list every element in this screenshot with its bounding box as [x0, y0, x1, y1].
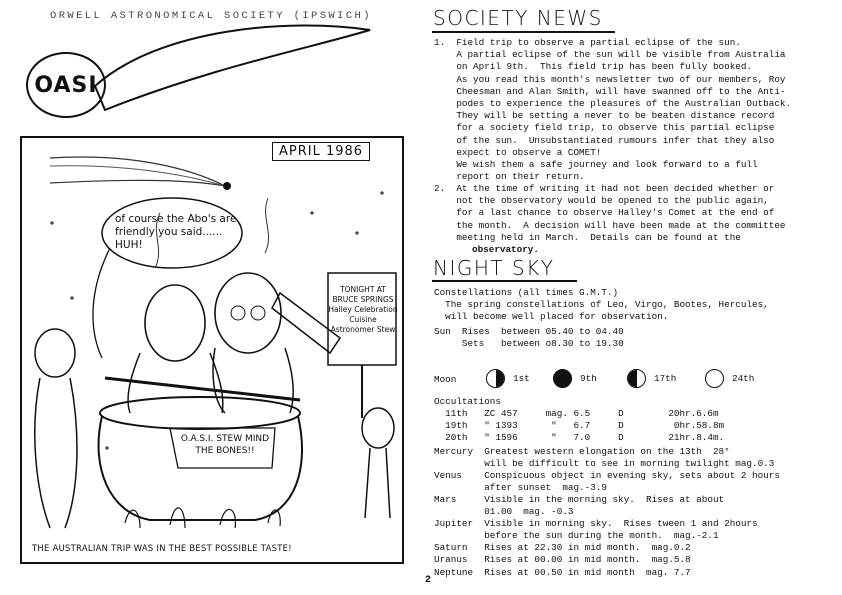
planet-mercury: Mercury Greatest western elongation on the 13th 28° will be difficult to see in morning twilight mag.0.3 [434, 446, 775, 470]
constellations-title: Constellations (all times G.M.T.) [434, 287, 619, 298]
moon-phase-1 [486, 369, 530, 388]
moon-label: Moon [434, 374, 457, 385]
moon-phase-date: 17th [654, 373, 677, 384]
new-moon-icon [705, 369, 724, 388]
newsletter-page [420, 0, 842, 595]
planet-neptune: Neptune Rises at 00.50 in mid month mag. 7.7 [434, 567, 691, 578]
news-item-1: 1. Field trip to observe a partial eclipse of the sun. A partial eclipse of the sun will be visible from Australia on April 9th. This field trip has been fully booked. As you read this month's newsletter two of our members, Roy Cheesman and Alan Smith, will have swanned off to the Anti- podes to experience the pleasures of the Australian Outback. They will be setting a never to be beaten distance record for a society field trip, to observe this partial eclipse of the sun. Unsubstantiated rumours infer that they also expect to observe a COMET! We wish them a safe journey and look forward to a full report on their return. [434, 37, 792, 183]
news-item-2: 2. At the time of writing it had not been decided whether or not the observatory would be opened to the public again, for a last chance to observe Halley's Comet at the end of the month. A decision will have been made at the committee meeting held in March. Details can be found at the [434, 183, 786, 243]
speech-bubble-text: of course the Abo's are friendly you said...... HUH! [115, 213, 237, 251]
last-quarter-icon [627, 369, 646, 388]
planet-venus: Venus Conspicuous object in evening sky, sets about 2 hours after sunset mag.-3.9 [434, 470, 780, 494]
oasi-logo: OASI [26, 52, 106, 118]
occultation-row: 20th " 1596 " 7.0 D 21hr.8.4m. [434, 432, 725, 443]
moon-phase-3 [627, 369, 676, 388]
planet-jupiter: Jupiter Visible in morning sky. Rises tween 1 and 2hours before the sun during the month. mag.-2.1 [434, 518, 758, 542]
full-moon-icon [553, 369, 572, 388]
occultations-title: Occultations [434, 396, 501, 407]
constellations-text: The spring constellations of Leo, Virgo, Bootes, Hercules, will become well placed for observation. [445, 299, 769, 323]
sun-times: Sun Rises between 05.40 to 04.40 Sets between o8.30 to 19.30 [434, 326, 624, 350]
moon-phase-4 [705, 369, 754, 388]
cartoon-page [10, 8, 412, 568]
moon-phase-2 [553, 369, 597, 388]
moon-phase-date: 1st [513, 373, 530, 384]
pot-label: O.A.S.I. STEW MIND THE BONES!! [180, 434, 270, 456]
first-quarter-icon [486, 369, 505, 388]
planet-uranus: Uranus Rises at 00.00 in mid month. mag.5.8 [434, 554, 691, 565]
heading-underline [432, 31, 615, 33]
occultation-row: 11th ZC 457 mag. 6.5 D 20hr.6.6m [434, 408, 719, 419]
sign-text: TONIGHT AT BRUCE SPRINGS Halley Celebration Cuisine Astronomer Stew [328, 285, 398, 334]
night-sky-heading: NIGHT SKY [433, 256, 555, 280]
cartoon-caption: THE AUSTRALIAN TRIP WAS IN THE BEST POSSIBLE TASTE! [32, 543, 292, 553]
heading-underline [432, 280, 577, 282]
cartoon-frame [20, 136, 404, 564]
cartoon-date: APRIL 1986 [272, 142, 370, 161]
news-item-2-end: observatory. [472, 244, 539, 255]
occultation-row: 19th " 1393 " 6.7 D 0hr.58.8m [434, 420, 725, 431]
moon-phase-date: 9th [580, 373, 597, 384]
planet-mars: Mars Visible in the morning sky. Rises at about 01.00 mag. -0.3 [434, 494, 725, 518]
moon-phase-date: 24th [732, 373, 755, 384]
page-number: 2 [425, 575, 432, 586]
society-news-heading: SOCIETY NEWS [433, 6, 603, 30]
planet-saturn: Saturn Rises at 22.30 in mid month. mag.0.2 [434, 542, 691, 553]
society-banner: ORWELL ASTRONOMICAL SOCIETY (IPSWICH) [50, 10, 372, 22]
